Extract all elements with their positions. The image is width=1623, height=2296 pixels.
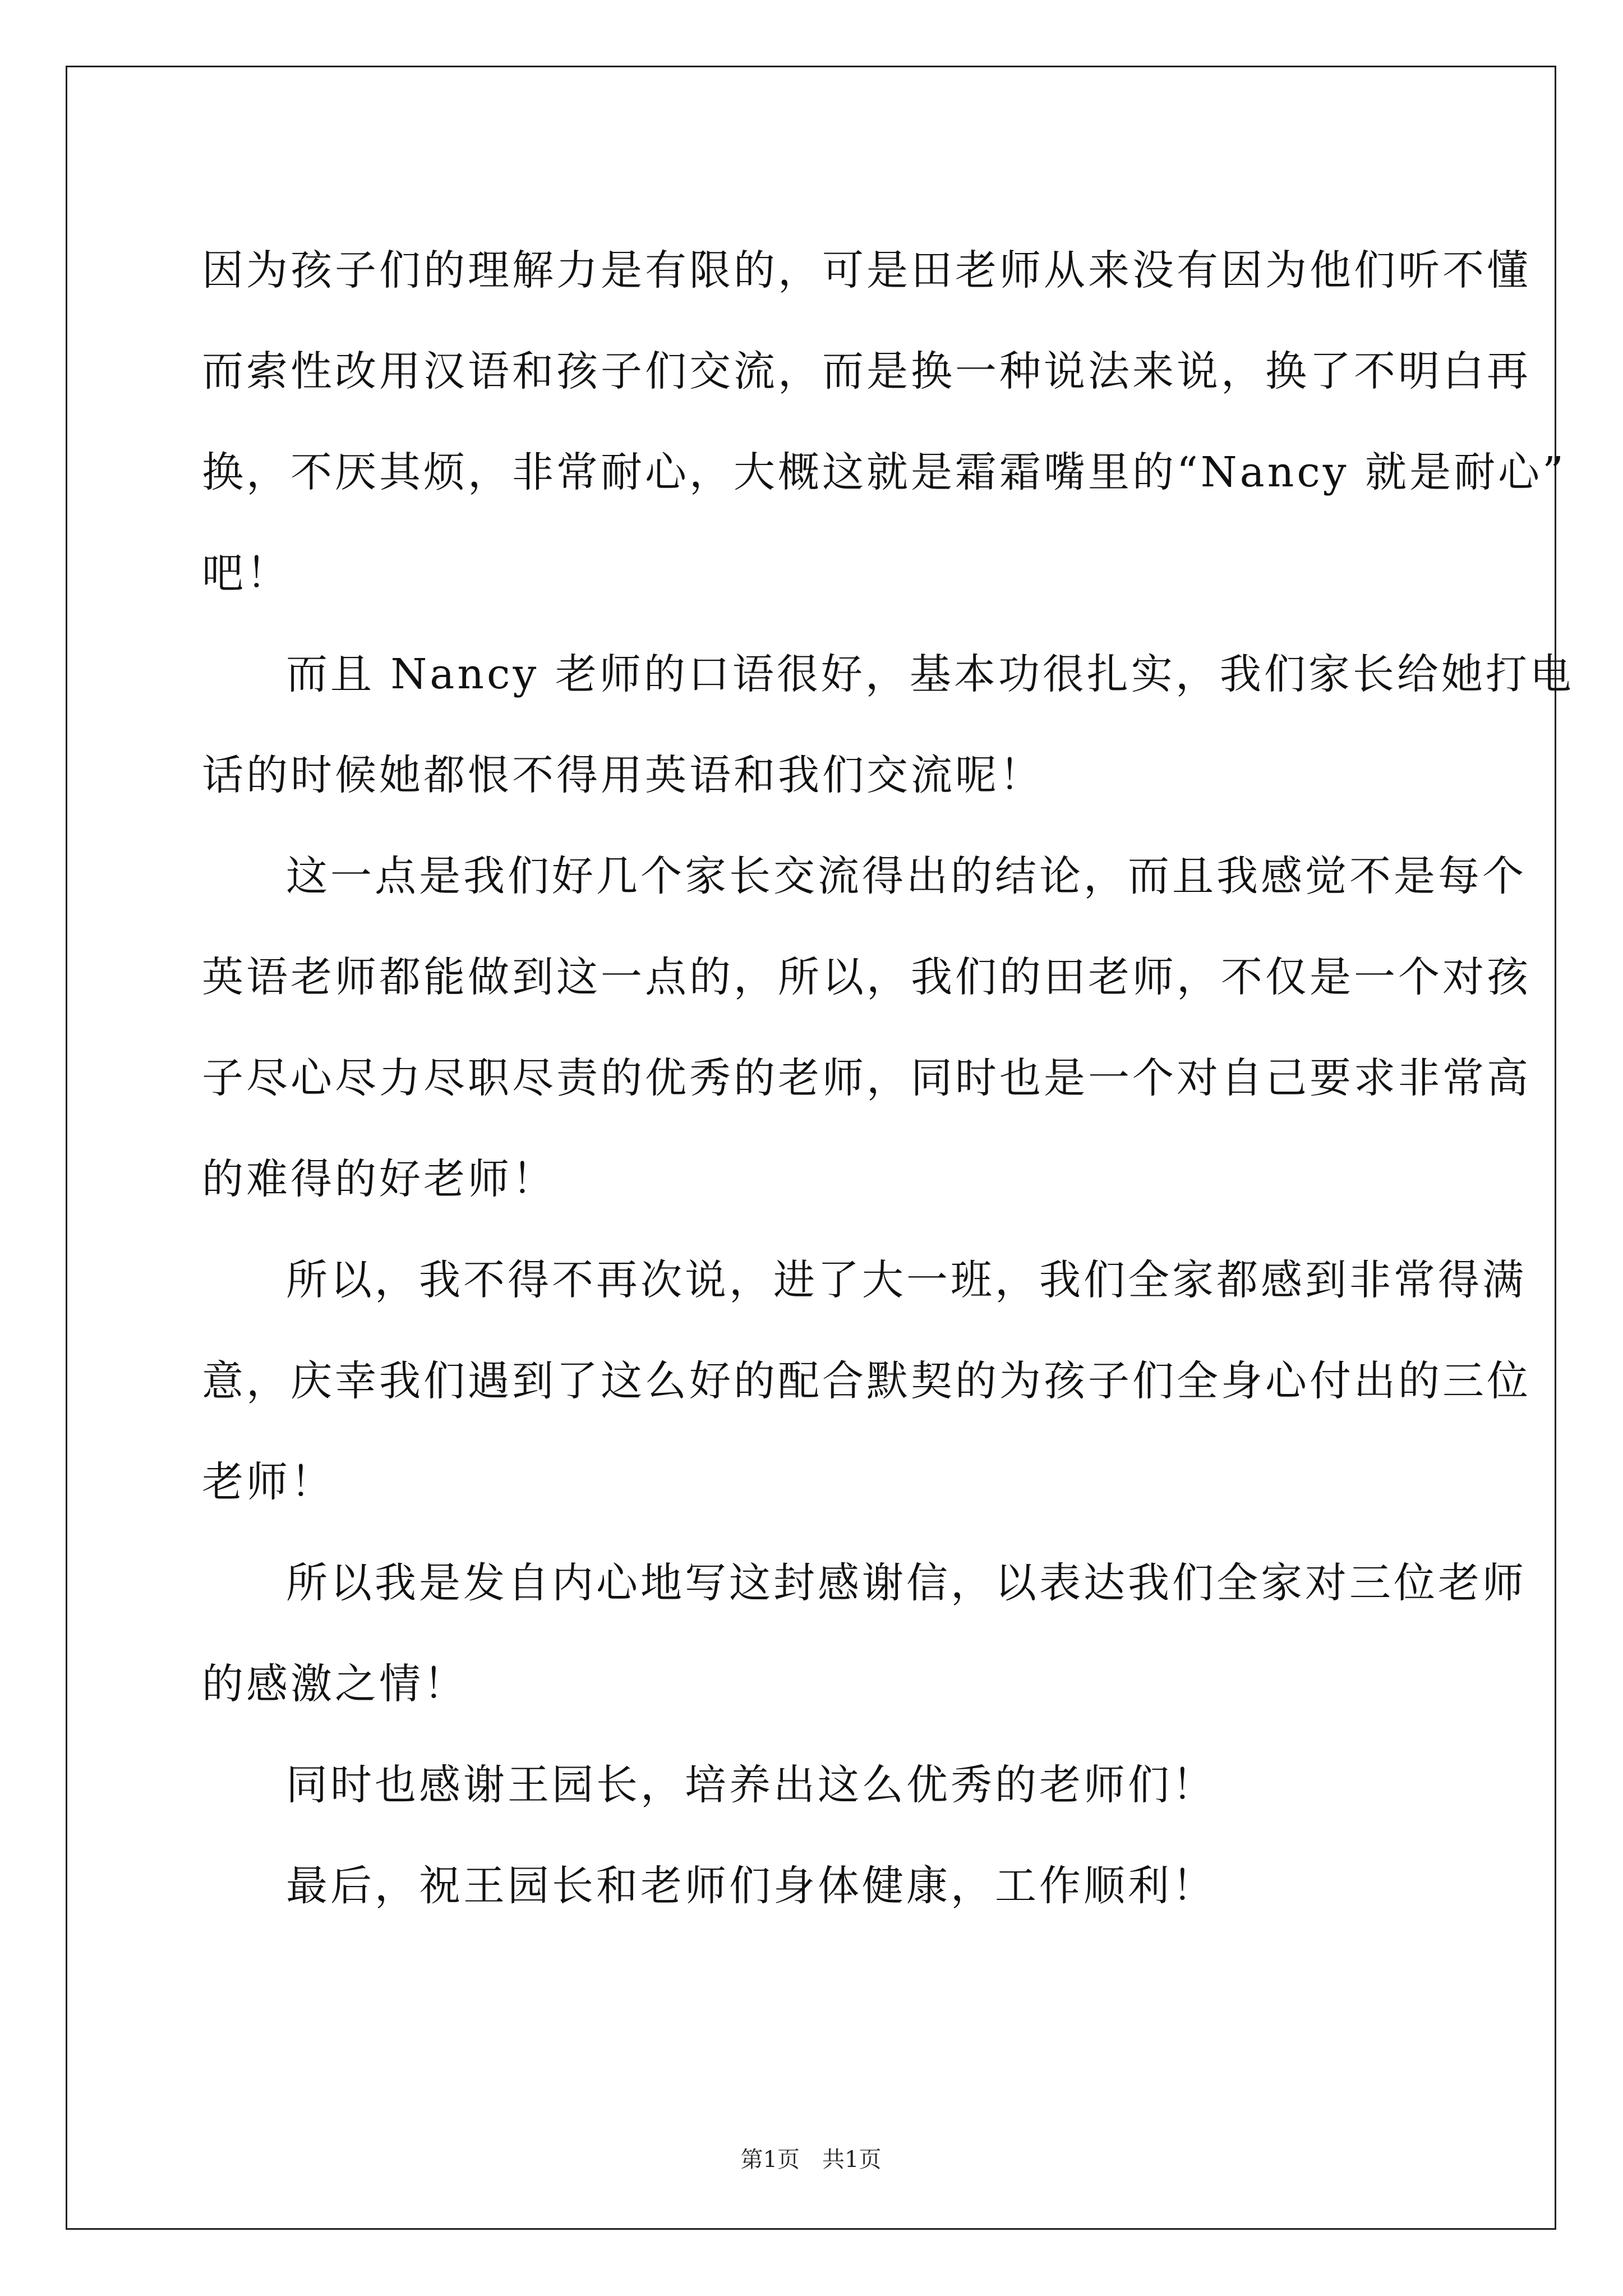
text-line: 最后，祝王园长和老师们身体健康，工作顺利！ bbox=[286, 1862, 1216, 1910]
text-line: 吧！ bbox=[202, 549, 291, 597]
text-line: 子尽心尽力尽职尽责的优秀的老师，同时也是一个对自己要求非常高 bbox=[202, 1054, 1531, 1102]
text-line: 所以，我不得不再次说，进了大一班，我们全家都感到非常得满 bbox=[286, 1256, 1527, 1304]
text-line: 意，庆幸我们遇到了这么好的配合默契的为孩子们全身心付出的三位 bbox=[202, 1357, 1531, 1405]
text-line: 同时也感谢王园长，培养出这么优秀的老师们！ bbox=[286, 1761, 1216, 1809]
text-line: 换，不厌其烦，非常耐心，大概这就是霜霜嘴里的“Nancy 就是耐心” bbox=[202, 448, 1566, 496]
text-line: 的难得的好老师！ bbox=[202, 1155, 556, 1203]
text-line: 因为孩子们的理解力是有限的，可是田老师从来没有因为他们听不懂 bbox=[202, 246, 1531, 295]
text-line: 而且 Nancy 老师的口语很好，基本功很扎实，我们家长给她打电 bbox=[286, 650, 1574, 698]
page-frame bbox=[66, 66, 1574, 2230]
text-line: 话的时候她都恨不得用英语和我们交流呢！ bbox=[202, 751, 1044, 799]
text-line: 而索性改用汉语和孩子们交流，而是换一种说法来说，换了不明白再 bbox=[202, 347, 1531, 395]
text-line: 老师！ bbox=[202, 1458, 335, 1506]
page-number-footer: 第1页 共1页 bbox=[740, 2147, 882, 2173]
letter-body bbox=[67, 67, 1574, 2228]
text-line: 的感激之情！ bbox=[202, 1660, 468, 1708]
text-line: 所以我是发自内心地写这封感谢信，以表达我们全家对三位老师 bbox=[286, 1559, 1527, 1607]
text-line: 这一点是我们好几个家长交流得出的结论，而且我感觉不是每个 bbox=[286, 852, 1527, 900]
text-line: 英语老师都能做到这一点的，所以，我们的田老师，不仅是一个对孩 bbox=[202, 953, 1531, 1001]
